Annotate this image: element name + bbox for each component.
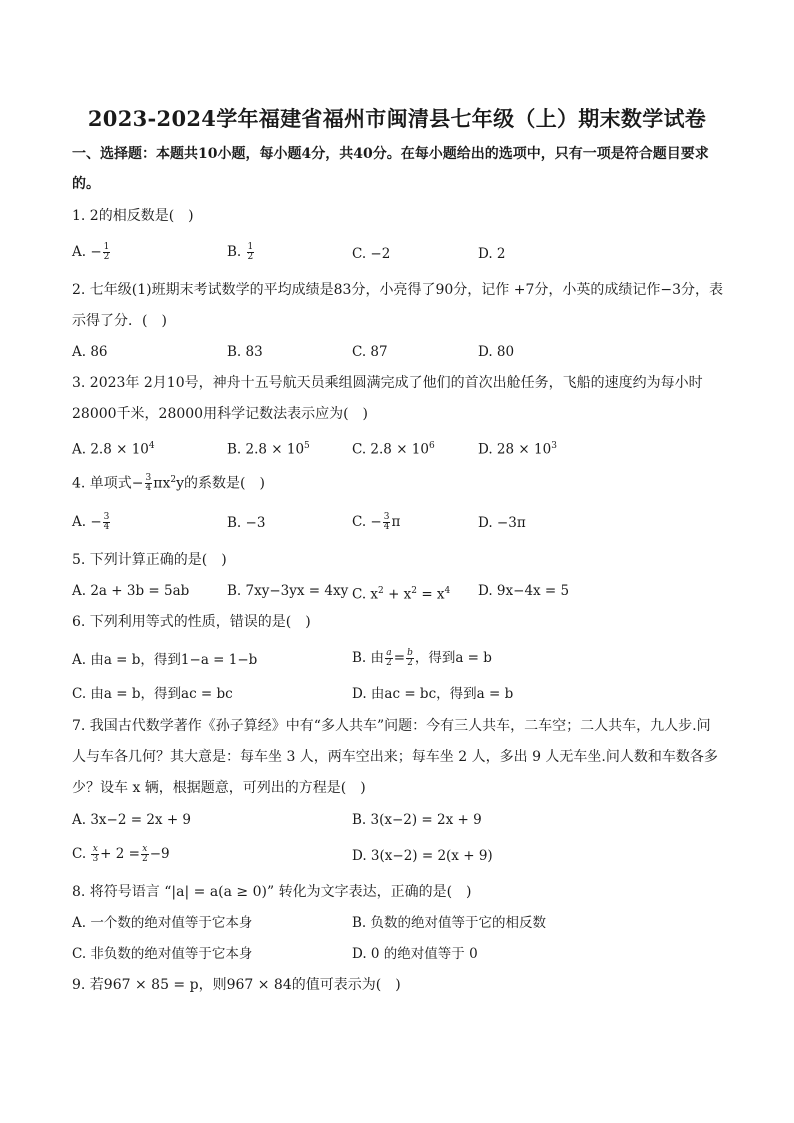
question-7: 7. 我国古代数学著作《孙子算经》中有“多人共车”问题：今有三人共车，二车空；二人共车，九人步.问	[72, 718, 711, 734]
section-heading: 一、选择题：本题共10小题，每小题4分，共40分。在每小题给出的选项中，只有一项是符合题目要求	[72, 146, 709, 162]
q6-option-b: B. 由 $\frac{a}{2}$ = $\frac{b}{2}$ ，得到a = b	[352, 648, 492, 668]
q2-option-a: A. 86	[72, 344, 108, 360]
question-6: 6. 下列利用等式的性质，错误的是( )	[72, 614, 311, 630]
q8-option-c: C. 非负数的绝对值等于它本身	[72, 946, 253, 962]
q5-option-d: D. 9x−4x = 5	[478, 583, 570, 599]
q3-option-a: A. $2.8 \times 10^4$	[72, 441, 155, 458]
q5-option-b: B. 7xy−3yx = 4xy	[227, 583, 349, 599]
q6-option-d: D. 由ac = bc，得到a = b	[352, 686, 514, 702]
q2-option-c: C. 87	[352, 344, 388, 360]
question-4: 4. 单项式− $\frac{3}{4}$ $\pi x^2y$的系数是( )	[72, 473, 265, 494]
q5-option-a: A. 2a + 3b = 5ab	[72, 583, 190, 599]
q1-option-b: B. $\frac{1}{2}$	[227, 242, 254, 262]
q1-option-d: D. 2	[478, 246, 506, 262]
q6-option-a: A. 由a = b，得到1−a = 1−b	[72, 652, 258, 668]
question-5: 5. 下列计算正确的是( )	[72, 552, 227, 568]
q3-option-c: C. $2.8 \times 10^6$	[352, 441, 435, 458]
question-3-cont: 28000千米，28000用科学记数法表示应为( )	[72, 406, 368, 422]
q4-option-b: B. −3	[227, 515, 266, 531]
q3-option-d: D. $28 \times 10^3$	[478, 441, 557, 458]
question-7-cont1: 人与车各几何？其大意是：每车坐 3 人，两车空出来；每车坐 2 人，多出 9 人无车坐.问人数和车数各多	[72, 749, 718, 765]
q8-option-d: D. 0 的绝对值等于 0	[352, 946, 478, 962]
q1-option-c: C. −2	[352, 246, 391, 262]
section-heading-cont: 的。	[72, 176, 100, 192]
q3-option-b: B. $2.8 \times 10^5$	[227, 441, 310, 458]
q7-option-d: D. 3(x−2) = 2(x + 9)	[352, 848, 493, 864]
page-title: 2023-2024学年福建省福州市闽清县七年级（上）期末数学试卷	[87, 106, 707, 131]
q7-option-c: C. $\frac{x}{3}$ + 2 = $\frac{x}{2}$ −9	[72, 844, 170, 864]
question-2: 2. 七年级(1)班期末考试数学的平均成绩是83分，小亮得了90分，记作 +7分，小英的成绩记作−3分，表	[72, 282, 723, 298]
question-2-cont: 示得了分．( )	[72, 313, 167, 329]
q4-option-c: C. − $\frac{3}{4}$ π	[352, 512, 401, 532]
q4-option-d: D. −3π	[478, 515, 526, 531]
question-7-cont2: 少？设车 x 辆，根据题意，可列出的方程是( )	[72, 780, 366, 796]
q6-option-c: C. 由a = b，得到ac = bc	[72, 686, 233, 702]
q2-option-b: B. 83	[227, 344, 263, 360]
q1-option-a: A. − $\frac{1}{2}$	[72, 242, 110, 262]
q7-option-a: A. 3x−2 = 2x + 9	[72, 812, 192, 828]
question-8: 8. 将符号语言 “|a| = a(a ≥ 0)” 转化为文字表达，正确的是( )	[72, 884, 472, 900]
question-1: 1. 2的相反数是( )	[72, 208, 194, 224]
question-3: 3. 2023年 2月10号，神舟十五号航天员乘组圆满完成了他们的首次出舱任务，飞船的速度约为每小时	[72, 375, 703, 391]
q8-option-b: B. 负数的绝对值等于它的相反数	[352, 915, 547, 931]
q8-option-a: A. 一个数的绝对值等于它本身	[72, 915, 253, 931]
q2-option-d: D. 80	[478, 344, 515, 360]
q7-option-b: B. 3(x−2) = 2x + 9	[352, 812, 482, 828]
q4-option-a: A. − $\frac{3}{4}$	[72, 512, 110, 532]
q5-option-c: C. $x^2 + x^2 = x^4$	[352, 586, 451, 603]
question-9: 9. 若967 × 85 = p，则967 × 84的值可表示为( )	[72, 977, 401, 993]
